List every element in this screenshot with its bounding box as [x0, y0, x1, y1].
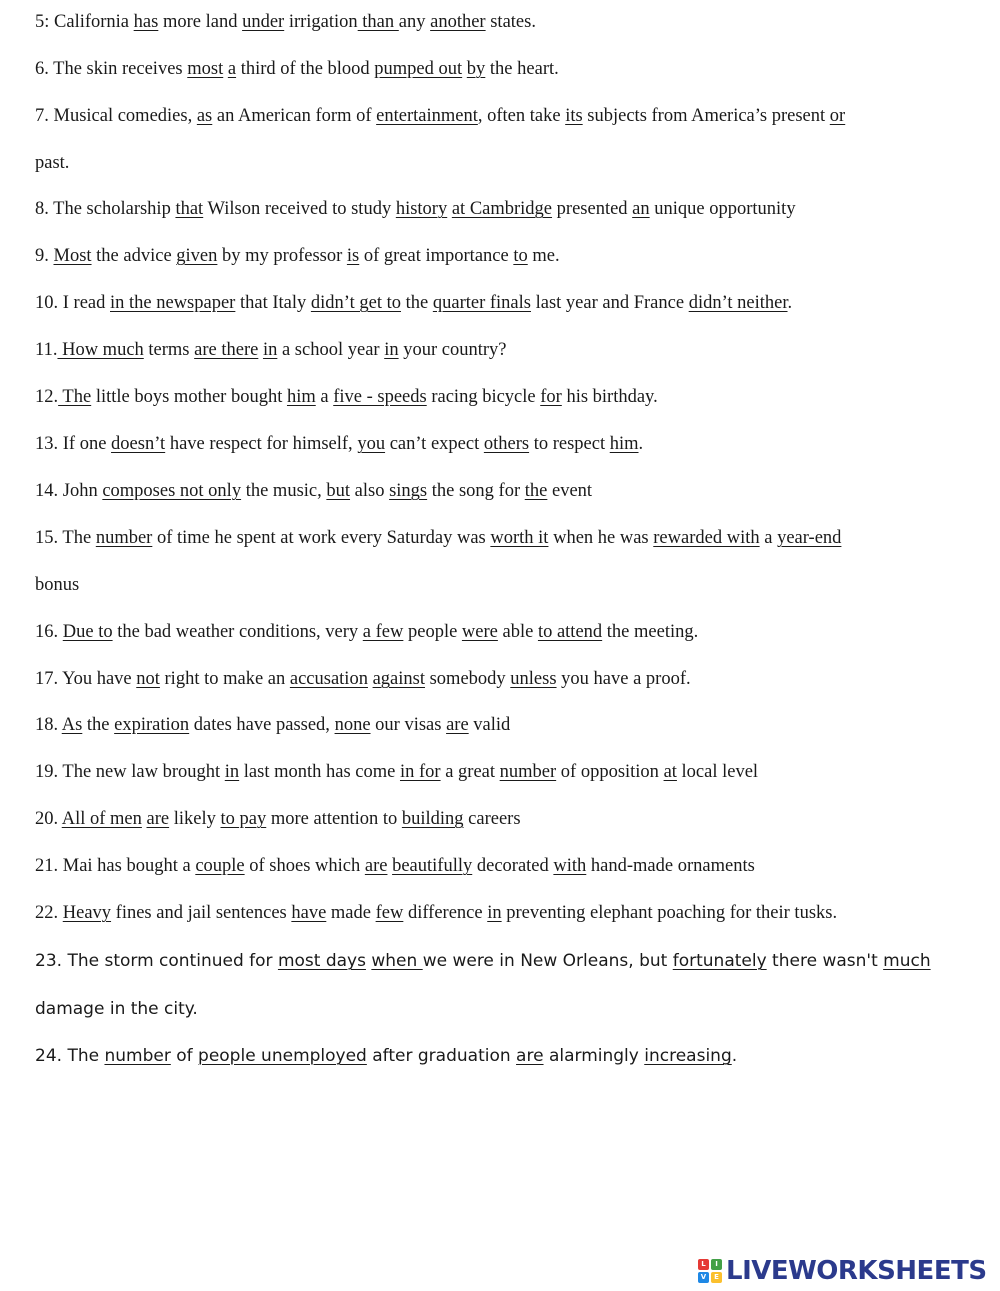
sentence-text: when he was — [548, 528, 654, 548]
underlined-phrase: to — [513, 246, 528, 266]
underlined-phrase: accusation — [289, 669, 368, 689]
sentence-text: 9. — [35, 246, 54, 266]
sentence-6 — [35, 57, 559, 81]
sentence-15 — [35, 526, 841, 550]
sentence-text: terms — [143, 340, 195, 360]
sentence-text: that Italy — [235, 293, 311, 313]
underlined-phrase: rewarded with — [653, 528, 760, 548]
sentence-15-continued — [35, 573, 79, 597]
sentence-text: 12. — [35, 387, 59, 407]
underlined-phrase: didn’t neither — [688, 293, 788, 313]
sentence-text: , often take — [477, 106, 566, 126]
underlined-phrase: Heavy — [62, 903, 112, 923]
logo-tile-i: I — [711, 1259, 722, 1270]
underlined-phrase: at Cambridge — [451, 199, 553, 219]
sentence-text: 21. Mai has bought a — [35, 856, 196, 876]
sentence-text: past. — [35, 153, 70, 173]
underlined-phrase: few — [375, 903, 404, 923]
underlined-phrase: in — [262, 340, 278, 360]
sentence-text: presented — [552, 199, 633, 219]
sentence-text: states. — [485, 12, 536, 32]
underlined-phrase: the — [524, 481, 548, 501]
sentence-text: 16. — [35, 622, 63, 642]
underlined-phrase: to pay — [220, 809, 267, 829]
underlined-phrase: none — [334, 715, 371, 735]
sentence-18 — [35, 713, 510, 737]
sentence-text: of great importance — [359, 246, 514, 266]
sentence-text: after graduation — [366, 1046, 517, 1066]
sentence-text: your country? — [398, 340, 507, 360]
sentence-text: can’t expect — [385, 434, 484, 454]
underlined-phrase: much — [883, 951, 931, 971]
underlined-phrase: Due to — [62, 622, 113, 642]
underlined-phrase: The — [58, 387, 92, 407]
sentence-12 — [35, 385, 658, 409]
underlined-phrase: in the newspaper — [110, 293, 236, 313]
sentence-text: decorated — [472, 856, 554, 876]
underlined-phrase: a — [227, 59, 237, 79]
sentence-text: more land — [158, 12, 243, 32]
sentence-9 — [35, 244, 560, 268]
underlined-phrase: are — [446, 715, 469, 735]
sentence-text: the music, — [241, 481, 327, 501]
underlined-phrase: others — [483, 434, 530, 454]
underlined-phrase: most days — [277, 951, 366, 971]
underlined-phrase: at — [663, 762, 677, 782]
underlined-phrase: How much — [57, 340, 144, 360]
underlined-phrase: against — [372, 669, 425, 689]
sentence-text: 8. The scholarship — [35, 199, 176, 219]
sentence-text: third of the blood — [236, 59, 375, 79]
sentence-text: dates have passed, — [189, 715, 335, 735]
underlined-phrase: composes not only — [102, 481, 242, 501]
sentence-text: people — [403, 622, 462, 642]
underlined-phrase: five - speeds — [333, 387, 427, 407]
sentence-text: hand-made ornaments — [586, 856, 755, 876]
sentence-text: racing bicycle — [426, 387, 541, 407]
sentence-text: irrigation — [284, 12, 358, 32]
underlined-phrase: with — [553, 856, 587, 876]
sentence-text: difference — [403, 903, 488, 923]
underlined-phrase: are — [146, 809, 170, 829]
sentence-text: also — [350, 481, 390, 501]
underlined-phrase: you — [357, 434, 386, 454]
sentence-text: 10. I read — [35, 293, 110, 313]
sentence-11 — [35, 338, 506, 362]
sentence-text: the advice — [91, 246, 177, 266]
sentence-text: local level — [676, 762, 759, 782]
sentence-text: 13. If one — [35, 434, 112, 454]
underlined-phrase: under — [242, 12, 285, 32]
sentence-14 — [35, 479, 592, 503]
liveworksheets-logo-icon — [698, 1259, 722, 1283]
sentence-text: the meeting. — [602, 622, 699, 642]
sentence-text: last month has come — [239, 762, 400, 782]
underlined-phrase: him — [609, 434, 639, 454]
underlined-phrase: Most — [53, 246, 92, 266]
underlined-phrase: number — [95, 528, 153, 548]
underlined-phrase: were — [461, 622, 498, 642]
sentence-8 — [35, 197, 796, 221]
sentence-text: our visas — [370, 715, 447, 735]
underlined-phrase: in — [487, 903, 502, 923]
sentence-text: have respect for himself, — [165, 434, 358, 454]
underlined-phrase: to attend — [537, 622, 603, 642]
underlined-phrase: entertainment — [376, 106, 478, 126]
sentence-text: 22. — [35, 903, 63, 923]
sentence-text: bonus — [35, 575, 80, 595]
sentence-text: 17. You have — [35, 669, 137, 689]
sentence-text: valid — [468, 715, 511, 735]
underlined-phrase: didn’t get to — [310, 293, 401, 313]
sentence-text: 24. The — [35, 1046, 105, 1066]
liveworksheets-logo — [698, 1254, 987, 1288]
sentence-text: you have a proof. — [556, 669, 691, 689]
sentence-text: me. — [527, 246, 560, 266]
sentence-text: 15. The — [35, 528, 96, 548]
underlined-phrase: increasing — [644, 1046, 732, 1066]
sentence-text: a — [315, 387, 334, 407]
underlined-phrase: quarter finals — [432, 293, 531, 313]
underlined-phrase: by — [466, 59, 486, 79]
underlined-phrase: building — [401, 809, 464, 829]
sentence-text: preventing elephant poaching for their tusks. — [501, 903, 838, 923]
underlined-phrase: is — [346, 246, 360, 266]
sentence-text: 7. Musical comedies, — [35, 106, 197, 126]
sentence-text: alarmingly — [543, 1046, 645, 1066]
sentence-text: by my professor — [217, 246, 347, 266]
sentence-text: a school year — [277, 340, 385, 360]
underlined-phrase: in — [224, 762, 240, 782]
sentence-text: of shoes which — [244, 856, 365, 876]
underlined-phrase: are there — [194, 340, 259, 360]
underlined-phrase: sings — [389, 481, 428, 501]
sentence-text: little boys mother bought — [91, 387, 287, 407]
underlined-phrase: worth it — [490, 528, 549, 548]
underlined-phrase: than — [357, 12, 399, 32]
sentence-text: his birthday. — [561, 387, 658, 407]
sentence-text: Wilson received to study — [203, 199, 396, 219]
underlined-phrase: number — [104, 1046, 171, 1066]
sentence-13 — [35, 432, 643, 456]
sentence-24 — [35, 1044, 737, 1068]
sentence-text: there wasn't — [766, 951, 884, 971]
underlined-phrase: All of men — [61, 809, 142, 829]
underlined-phrase: unless — [510, 669, 557, 689]
logo-wordmark: LIVEWORKSHEETS — [726, 1256, 987, 1286]
sentence-text: the heart. — [485, 59, 559, 79]
sentence-text: of time he spent at work every Saturday was — [152, 528, 491, 548]
sentence-text: . — [731, 1046, 738, 1066]
underlined-phrase: As — [61, 715, 83, 735]
underlined-phrase: year-end — [777, 528, 842, 548]
underlined-phrase: are — [516, 1046, 544, 1066]
sentence-7-continued — [35, 151, 69, 175]
sentence-5 — [35, 10, 536, 34]
sentence-text: damage in the city. — [35, 999, 198, 1019]
sentence-text: a — [759, 528, 778, 548]
sentence-text: able — [497, 622, 538, 642]
underlined-phrase: people unemployed — [198, 1046, 367, 1066]
sentence-text: 5: California — [35, 12, 134, 32]
sentence-text: 23. The storm continued for — [35, 951, 278, 971]
underlined-phrase: when — [371, 951, 423, 971]
sentence-16 — [35, 620, 698, 644]
underlined-phrase: are — [364, 856, 388, 876]
underlined-phrase: that — [175, 199, 204, 219]
underlined-phrase: a few — [362, 622, 404, 642]
sentence-text: fines and jail sentences — [111, 903, 292, 923]
sentence-23-continued — [35, 997, 198, 1021]
sentence-text: any — [398, 12, 431, 32]
sentence-text: . — [787, 293, 793, 313]
logo-tile-v: V — [698, 1272, 709, 1283]
underlined-phrase: most — [187, 59, 224, 79]
sentence-21 — [35, 854, 755, 878]
sentence-text: somebody — [424, 669, 511, 689]
sentence-text: to respect — [529, 434, 610, 454]
sentence-text: made — [326, 903, 376, 923]
sentence-text: we were in New Orleans, but — [422, 951, 673, 971]
sentence-10 — [35, 291, 792, 315]
underlined-phrase: in — [384, 340, 399, 360]
underlined-phrase: pumped out — [374, 59, 463, 79]
sentence-22 — [35, 901, 837, 925]
sentence-7 — [35, 104, 845, 128]
sentence-text: . — [638, 434, 644, 454]
underlined-phrase: expiration — [114, 715, 190, 735]
sentence-text: 20. — [35, 809, 62, 829]
sentence-text: right to make an — [159, 669, 290, 689]
underlined-phrase: as — [196, 106, 213, 126]
sentence-text: an American form of — [212, 106, 377, 126]
sentence-text: 6. The skin receives — [35, 59, 188, 79]
sentence-text: the — [401, 293, 433, 313]
sentence-text: the bad weather conditions, very — [112, 622, 363, 642]
sentence-23 — [35, 949, 931, 973]
sentence-19 — [35, 760, 758, 784]
underlined-phrase: or — [829, 106, 846, 126]
underlined-phrase: in for — [399, 762, 441, 782]
sentence-text: a great — [440, 762, 500, 782]
underlined-phrase: not — [136, 669, 160, 689]
sentence-text: unique opportunity — [649, 199, 796, 219]
sentence-text: likely — [169, 809, 221, 829]
underlined-phrase: an — [632, 199, 650, 219]
sentence-text: the — [82, 715, 115, 735]
sentence-text: of opposition — [556, 762, 664, 782]
sentence-20 — [35, 807, 521, 831]
sentence-text: 14. John — [35, 481, 103, 501]
sentence-17 — [35, 667, 691, 691]
sentence-text: subjects from America’s present — [582, 106, 830, 126]
sentence-text: 19. The new law brought — [35, 762, 225, 782]
underlined-phrase: him — [286, 387, 316, 407]
underlined-phrase: but — [326, 481, 351, 501]
sentence-text: the song for — [427, 481, 525, 501]
underlined-phrase: number — [499, 762, 557, 782]
underlined-phrase: for — [540, 387, 562, 407]
sentence-text: of — [170, 1046, 199, 1066]
underlined-phrase: couple — [195, 856, 245, 876]
underlined-phrase: beautifully — [392, 856, 473, 876]
underlined-phrase: doesn’t — [111, 434, 166, 454]
logo-tile-l: L — [698, 1259, 709, 1270]
underlined-phrase: has — [133, 12, 159, 32]
sentence-text: 18. — [35, 715, 62, 735]
sentence-text: last year and France — [530, 293, 689, 313]
sentence-text: more attention to — [266, 809, 402, 829]
underlined-phrase: another — [430, 12, 486, 32]
underlined-phrase: fortunately — [672, 951, 767, 971]
logo-tile-e: E — [711, 1272, 722, 1283]
underlined-phrase: history — [395, 199, 448, 219]
underlined-phrase: given — [176, 246, 218, 266]
sentence-text: event — [547, 481, 593, 501]
underlined-phrase: have — [291, 903, 327, 923]
sentence-text: careers — [463, 809, 521, 829]
underlined-phrase: its — [565, 106, 583, 126]
sentence-text: 11. — [35, 340, 58, 360]
